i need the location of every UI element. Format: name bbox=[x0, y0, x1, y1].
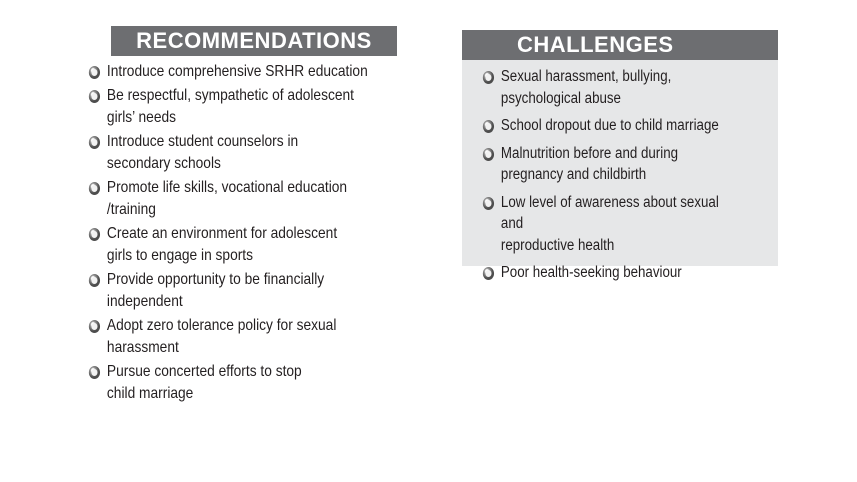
list-item: Adopt zero tolerance policy for sexual harassment bbox=[88, 315, 372, 360]
bullet-icon bbox=[89, 66, 100, 79]
list-item: Create an environment for adolescent girls to engage in sports bbox=[88, 223, 372, 268]
bullet-icon bbox=[483, 148, 494, 161]
list-item: Poor health-seeking behaviour bbox=[482, 262, 737, 284]
recommendations-panel bbox=[88, 26, 418, 407]
bullet-icon bbox=[483, 267, 494, 280]
challenges-panel bbox=[462, 30, 778, 281]
list-item: Pursue concerted efforts to stop child marriage bbox=[88, 361, 372, 406]
list-item: Low level of awareness about sexual and reproductive health bbox=[482, 192, 737, 257]
bullet-icon bbox=[89, 90, 100, 103]
list-item: Promote life skills, vocational education /training bbox=[88, 177, 372, 222]
list-item: Be respectful, sympathetic of adolescent girls’ needs bbox=[88, 85, 372, 130]
bullet-icon bbox=[483, 197, 494, 210]
bullet-icon bbox=[483, 71, 494, 84]
challenges-header: CHALLENGES bbox=[462, 30, 778, 60]
bullet-icon bbox=[89, 274, 100, 287]
recommendations-header: RECOMMENDATIONS bbox=[111, 26, 397, 56]
list-item: Malnutrition before and during pregnancy and childbirth bbox=[482, 143, 737, 186]
challenges-list bbox=[462, 66, 778, 284]
list-item: Introduce student counselors in secondary schools bbox=[88, 131, 372, 176]
list-item: Provide opportunity to be financially independent bbox=[88, 269, 372, 314]
list-item: Introduce comprehensive SRHR education bbox=[88, 61, 372, 84]
bullet-icon bbox=[89, 182, 100, 195]
list-item: Sexual harassment, bullying, psychological abuse bbox=[482, 66, 737, 109]
recommendations-list bbox=[88, 61, 418, 406]
bullet-icon bbox=[89, 228, 100, 241]
bullet-icon bbox=[89, 136, 100, 149]
bullet-icon bbox=[89, 320, 100, 333]
list-item: School dropout due to child marriage bbox=[482, 115, 737, 137]
bullet-icon bbox=[89, 366, 100, 379]
bullet-icon bbox=[483, 120, 494, 133]
